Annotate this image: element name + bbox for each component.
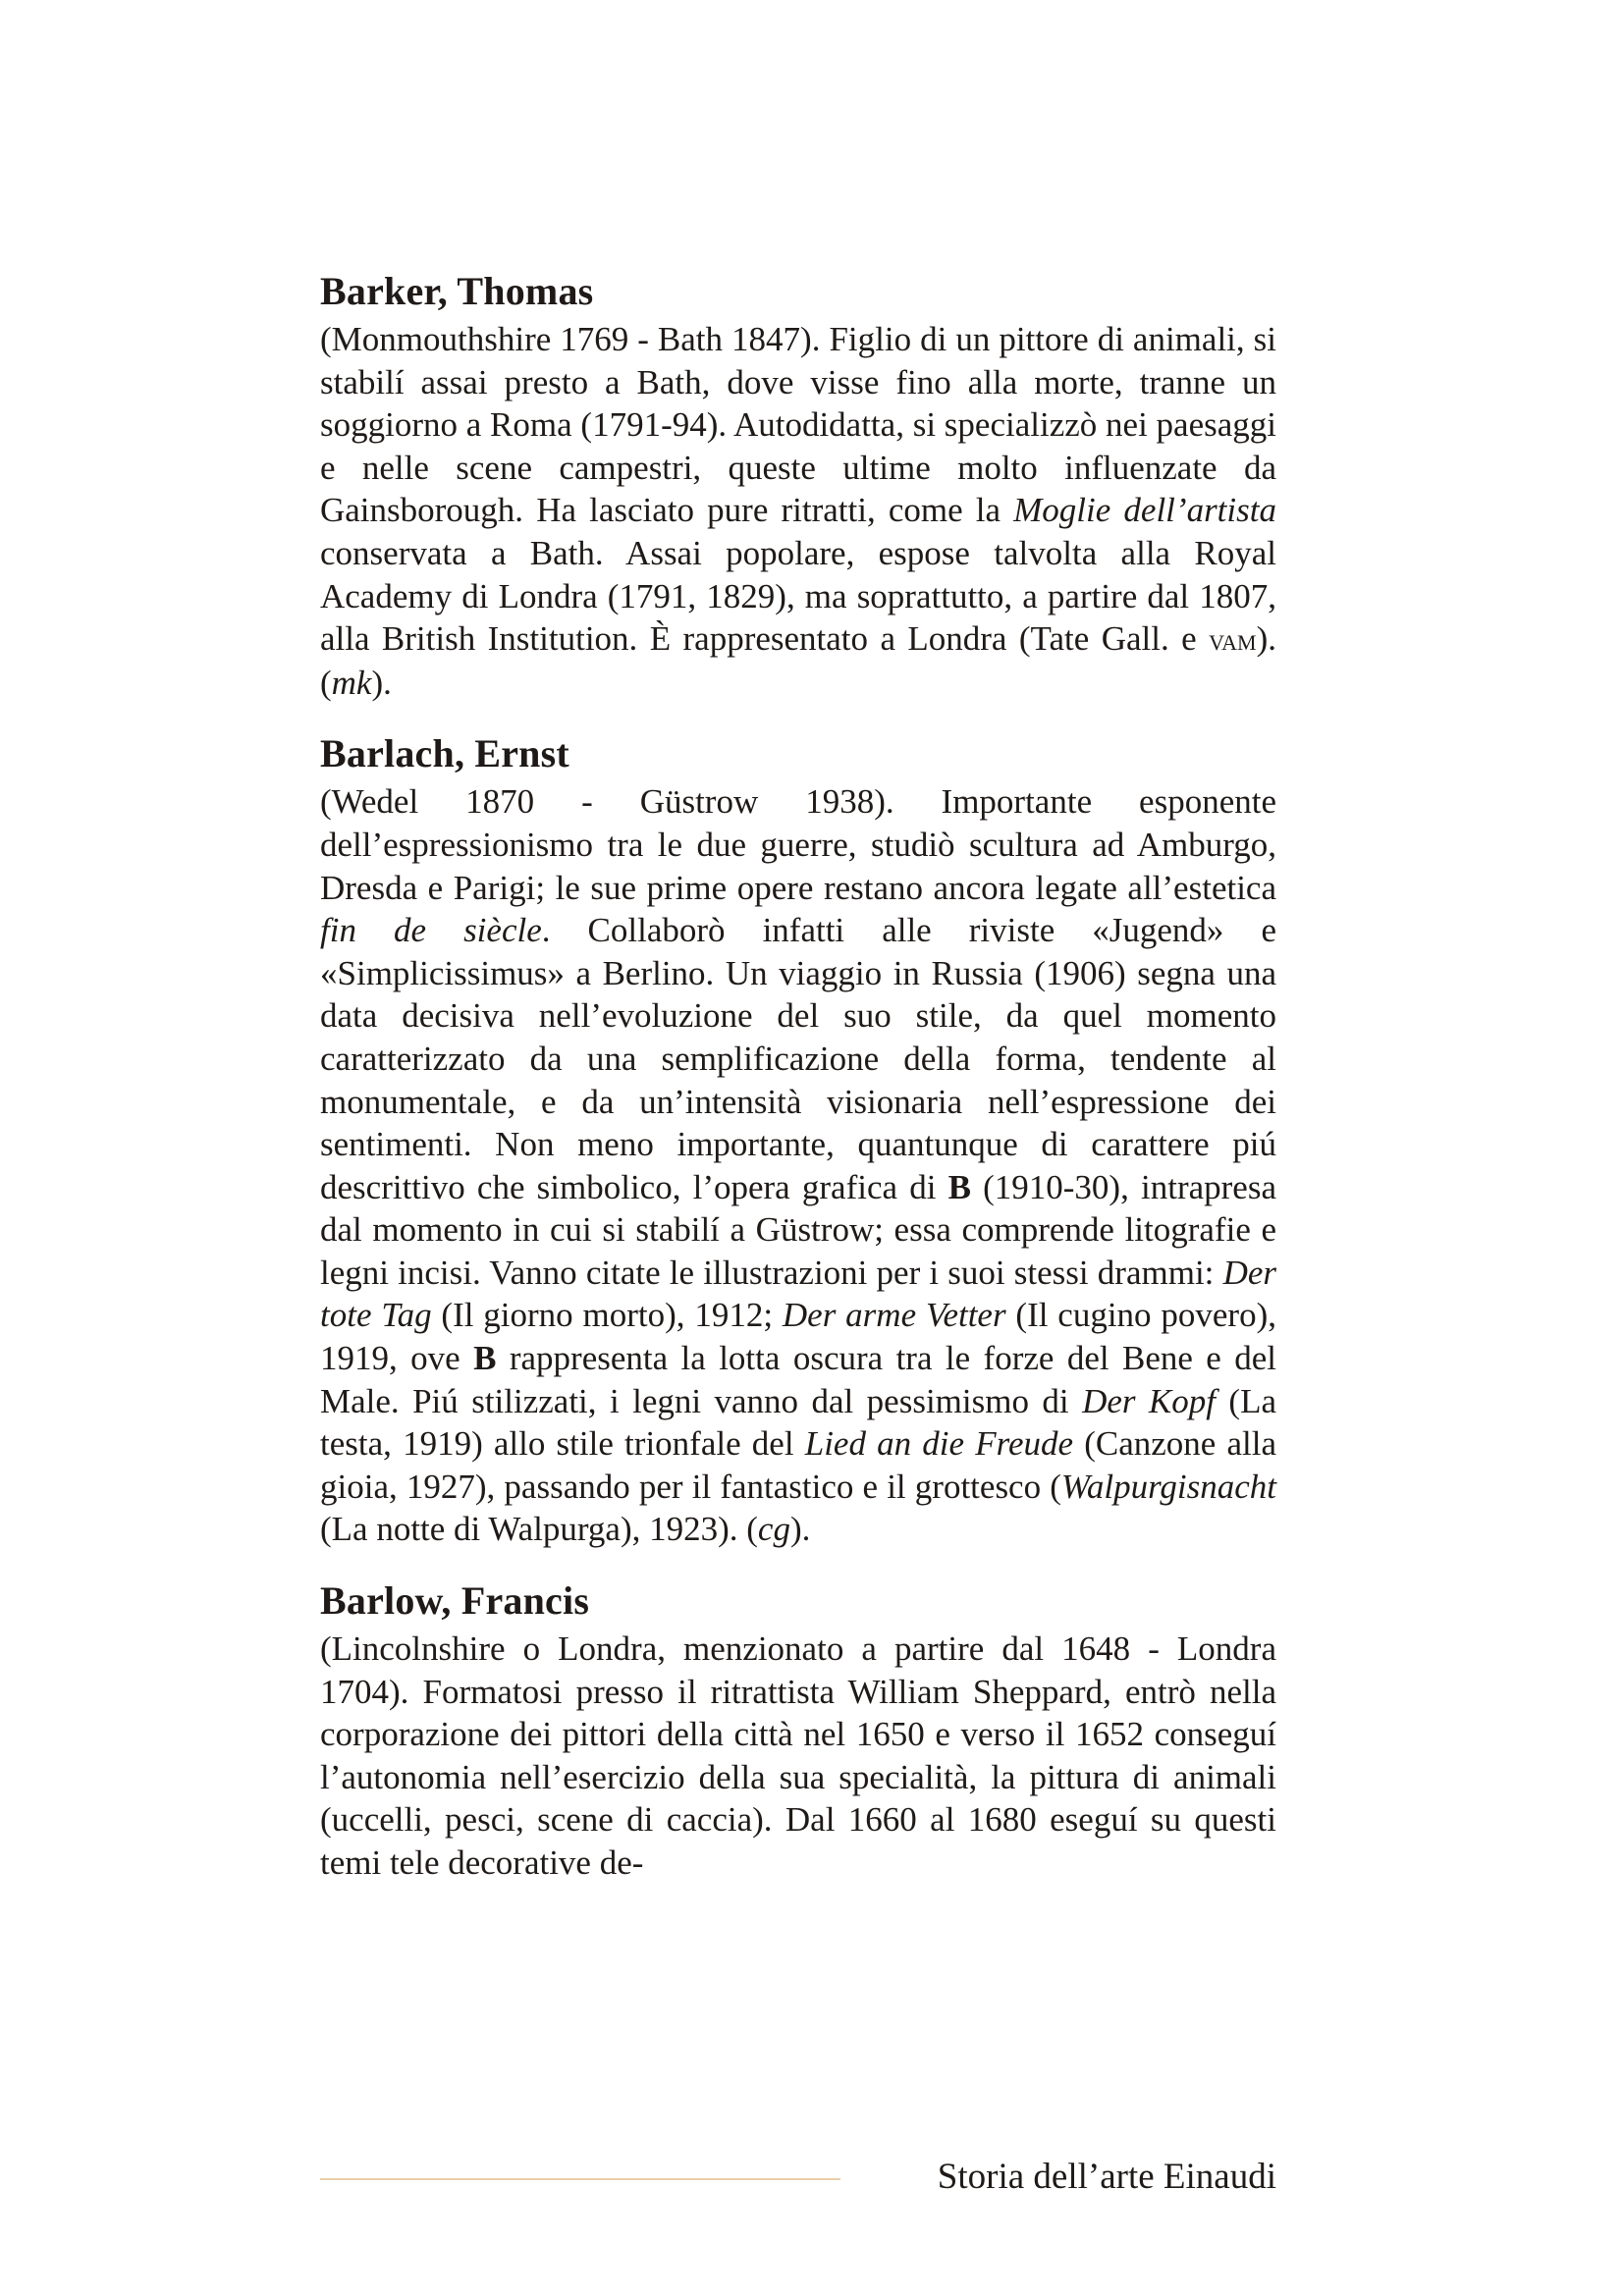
- body-text: (Lincolnshire o Londra, menzionato a partire dal 1648 - Londra 1704). Formatosi presso il ritrattista William Sheppard, entrò nella corporazione dei pittori della città nel 1650 e verso il 1652 conseguí l’autonomia nell’esercizio della sua specialità, la pittura di animali (uccelli, pesci, scene di caccia). Dal 1660 al 1680 eseguí su questi temi tele decorative de-: [320, 1629, 1276, 1882]
- body-text: (La notte di Walpurga), 1923). (: [320, 1510, 758, 1549]
- body-text: (Canzone alla gioia, 1927), passando per il fantastico e il grottesco (: [320, 1424, 1277, 1506]
- entry-barlow: [320, 1576, 1276, 1885]
- italic-text: Der arme Vetter: [782, 1296, 1006, 1335]
- italic-text: cg: [757, 1510, 790, 1549]
- entry-title: Barlach, Ernst: [320, 731, 569, 776]
- page-footer: [320, 2155, 1276, 2204]
- italic-text: Der tote Tag: [320, 1253, 1276, 1335]
- italic-text: Walpurgisnacht: [1060, 1467, 1276, 1506]
- italic-text: Moglie dell’artista: [1013, 491, 1276, 530]
- body-text: ).: [371, 663, 392, 702]
- italic-text: mk: [331, 663, 372, 702]
- body-text: (Monmouthshire 1769 - Bath 1847). Figlio di un pittore di animali, si stabilí assai presto a Bath, dove visse fino alla morte, tranne un soggiorno a Roma (1791-94). Autodidatta, si specializzò nei paesaggi e nelle scene campestri, queste ultime molto influenzate da Gainsborough. Ha lasciato pure ritratti, come la: [320, 320, 1276, 530]
- entry-body: [320, 318, 1276, 704]
- entry-title: Barlow, Francis: [320, 1578, 590, 1624]
- small-caps-text: vam: [1209, 622, 1257, 658]
- body-text: (La testa, 1919) allo stile trionfale del: [320, 1381, 1276, 1464]
- entry-barlach: [320, 729, 1276, 1551]
- document-page: [320, 267, 1276, 1910]
- body-text: conservata a Bath. Assai popolare, espose talvolta alla Royal Academy di Londra (1791, 1829), ma soprattutto, a partire dal 1807, alla British Institution. È rappresentato a Londra (Tate Gall. e: [320, 533, 1276, 659]
- italic-text: Lied an die Freude: [804, 1424, 1074, 1464]
- entry-barker: [320, 267, 1276, 704]
- italic-text: Der Kopf: [1082, 1381, 1216, 1420]
- footer-text: Storia dell’arte Einaudi: [937, 2157, 1276, 2197]
- body-text: (Wedel 1870 - Güstrow 1938). Importante esponente dell’espressionismo tra le due guerre, studiò scultura ad Amburgo, Dresda e Parigi; le sue prime opere restano ancora legate all’estetica: [320, 782, 1276, 907]
- body-text: (1910-30), intrapresa dal momento in cui si stabilí a Güstrow; essa comprende litografie e legni incisi. Vanno citate le illustrazioni per i suoi stessi drammi:: [320, 1167, 1276, 1292]
- body-text: . Collaborò infatti alle riviste «Jugend» e «Simplicissimus» a Berlino. Un viaggio in Russia (1906) segna una data decisiva nell’evoluzione del suo stile, da quel momento caratterizzato da una semplificazione della forma, tendente al monumentale, e da un’intensità visionaria nell’espressione dei sentimenti. Non meno importante, quantunque di carattere piú descrittivo che simbolico, l’opera grafica di: [320, 911, 1277, 1206]
- body-text: ). (: [320, 619, 1276, 702]
- entry-body: [320, 1628, 1276, 1885]
- body-text: (Il giorno morto), 1912;: [431, 1296, 783, 1335]
- bold-text: B: [473, 1339, 497, 1378]
- footer-rule: [320, 2178, 840, 2180]
- bold-text: B: [947, 1167, 971, 1206]
- italic-text: fin de siècle: [320, 911, 542, 950]
- entry-title: Barker, Thomas: [320, 269, 594, 313]
- body-text: (Il cugino povero), 1919, ove: [320, 1296, 1276, 1378]
- body-text: rappresenta la lotta oscura tra le forze del Bene e del Male. Piú stilizzati, i legni vanno dal pessimismo di: [320, 1339, 1276, 1420]
- entry-body: [320, 780, 1276, 1551]
- body-text: ).: [789, 1510, 811, 1549]
